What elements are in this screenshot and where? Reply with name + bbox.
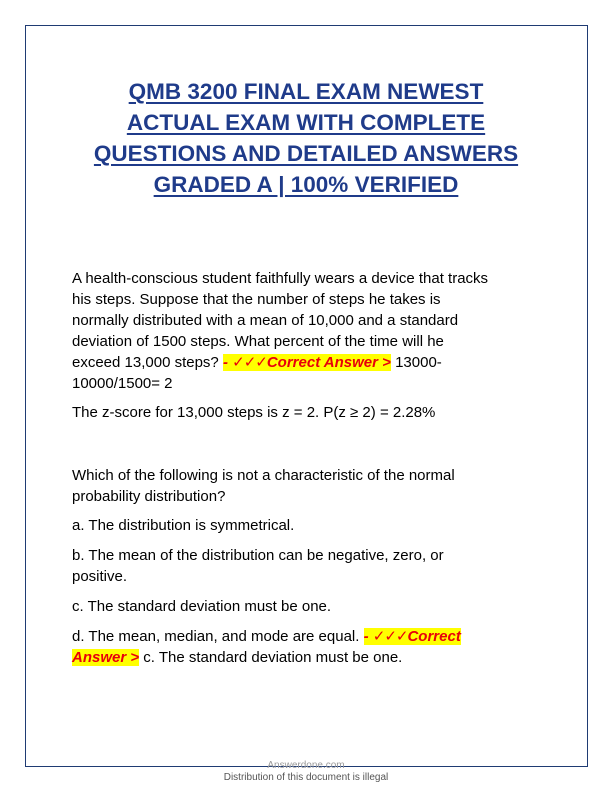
document-body xyxy=(72,268,542,668)
correct-answer-marker: - ✓✓✓Correct Answer > xyxy=(222,354,391,371)
distribution-notice: Distribution of this document is illegal xyxy=(223,772,389,783)
title-line: QUESTIONS AND DETAILED ANSWERS xyxy=(93,141,519,166)
answer-text: 10000/1500= 2 xyxy=(72,375,173,392)
explanation-text: The z-score for 13,000 steps is z = 2. P(z ≥ 2) = 2.28% xyxy=(72,404,436,421)
answer-text: 13000- xyxy=(390,354,442,371)
option-b: b. The mean of the distribution can be negative, zero, or positive. xyxy=(72,547,444,585)
question-text: A health-conscious student faithfully wears a device that tracks his steps. Suppose that the number of steps he takes is normally distributed with a mean of 10,000 and a standard deviation of 1500 steps. What percent of the time will he exceed 13,000 steps? - ✓✓✓Correct Answer > 13000- 10000/1500= 2 xyxy=(72,270,489,392)
question-2 xyxy=(72,465,542,668)
question-text: Which of the following is not a characteristic of the normal probability distribution? xyxy=(72,467,455,505)
correct-answer-marker: Answer > xyxy=(72,649,140,666)
title-line: ACTUAL EXAM WITH COMPLETE xyxy=(126,110,486,135)
document-title xyxy=(60,76,552,200)
option-c: c. The standard deviation must be one. xyxy=(72,598,332,615)
checkmark-icon: ✓✓✓ xyxy=(232,354,267,371)
footer xyxy=(0,760,612,784)
correct-answer-marker: - ✓✓✓Correct xyxy=(363,628,461,645)
title-line: QMB 3200 FINAL EXAM NEWEST xyxy=(128,79,484,104)
title-line: GRADED A | 100% VERIFIED xyxy=(153,172,459,197)
option-a: a. The distribution is symmetrical. xyxy=(72,517,295,534)
question-1 xyxy=(72,268,542,423)
option-d: d. The mean, median, and mode are equal. - ✓✓✓Correct Answer > c. The standard deviation must be one. xyxy=(72,628,461,666)
watermark-site: Answerdone.com xyxy=(267,760,345,771)
checkmark-icon: ✓✓✓ xyxy=(372,628,408,645)
answer-text: c. The standard deviation must be one. xyxy=(139,649,403,666)
